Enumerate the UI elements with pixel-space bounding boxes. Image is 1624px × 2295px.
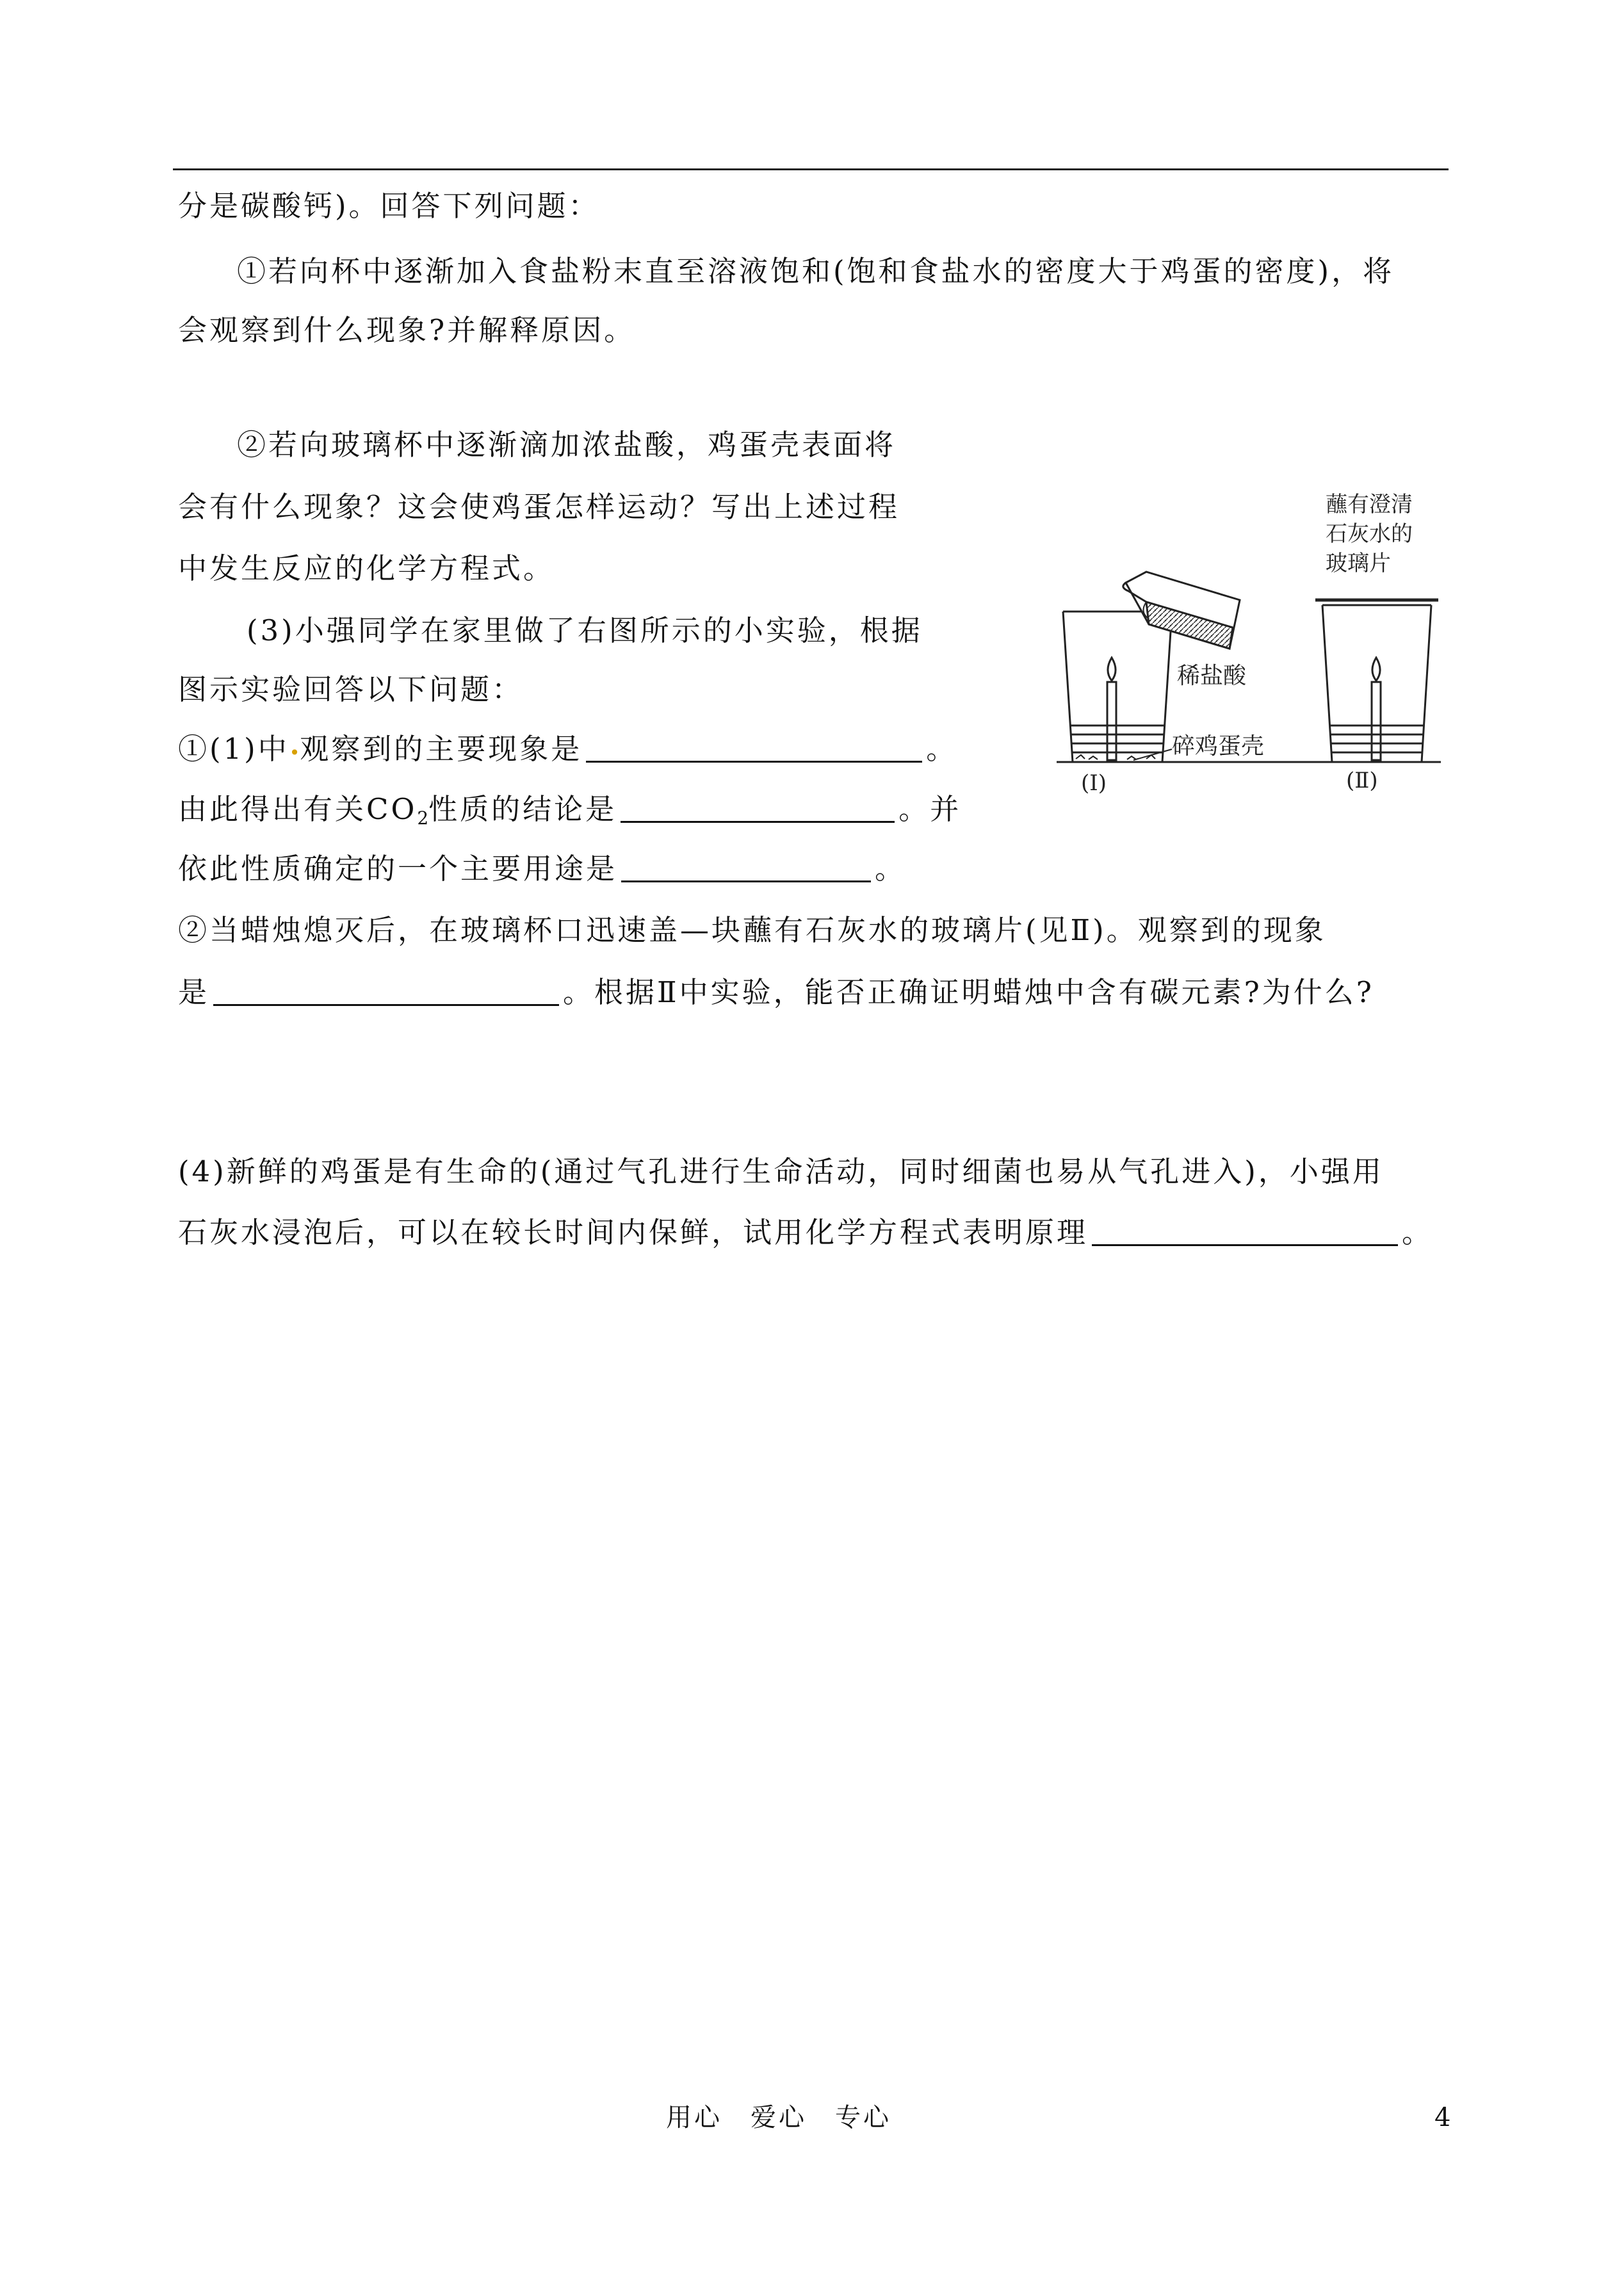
text-line-6: 中发生反应的化学方程式。 (178, 551, 555, 585)
question-text: 观察到的主要现象是 (300, 732, 583, 766)
answer-blank-equation[interactable] (1092, 1219, 1398, 1246)
text-line-7: (3)小强同学在家里做了右图所示的小实验，根据 (247, 613, 923, 647)
page-number: 4 (1434, 2103, 1454, 2132)
label-cup-1: (Ⅰ) (1081, 770, 1107, 796)
question-conclusion: 由此得出有关$CO_2$性质的结论是 。并 (178, 792, 962, 829)
candle-1 (1107, 682, 1116, 760)
question-observation: 是 。根据Ⅱ中实验，能否正确证明蜡烛中含有碳元素?为什么? (178, 975, 1374, 1009)
text-line-8: 图示实验回答以下问题： (178, 672, 524, 706)
experiment-figure (1050, 490, 1447, 810)
orange-mark: • (289, 742, 300, 763)
question-fresh-egg: (4)新鲜的鸡蛋是有生命的(通过气孔进行生命活动，同时细菌也易从气孔进入)，小强用 (178, 1155, 1384, 1188)
candle-2 (1372, 682, 1381, 760)
question-use: 依此性质确定的一个主要用途是 。 (178, 852, 907, 886)
question-equation: 石灰水浸泡后，可以在较长时间内保鲜，试用化学方程式表明原理 。 (178, 1215, 1434, 1249)
question-cover-plate: ②当蜡烛熄灭后，在玻璃杯口迅速盖—块蘸有石灰水的玻璃片(见Ⅱ)。观察到的现象 (178, 913, 1326, 947)
label-cup-2: (Ⅱ) (1346, 768, 1378, 793)
text-line-1: 分是碳酸钙)。回答下列问题： (178, 189, 600, 223)
header-rule (173, 168, 1449, 170)
pouring-beaker (1123, 572, 1240, 649)
text-line-5: 会有什么现象？这会使鸡蛋怎样运动？写出上述过程 (178, 490, 900, 524)
co2-formula: $CO_2$ (366, 792, 429, 829)
answer-blank-phenomenon[interactable] (586, 735, 922, 763)
answer-blank-observation[interactable] (213, 978, 559, 1006)
question-prefix: ①(1)中 (178, 732, 289, 766)
cup-1-outline (1063, 612, 1172, 762)
label-glass-plate: 蘸有澄清 石灰水的 玻璃片 (1326, 492, 1413, 576)
text-line-3: 会观察到什么现象?并解释原因。 (178, 313, 636, 347)
label-dilute-acid: 稀盐酸 (1177, 663, 1247, 689)
answer-blank-use[interactable] (621, 855, 871, 882)
text-line-4: ②若向玻璃杯中逐渐滴加浓盐酸，鸡蛋壳表面将 (237, 428, 897, 462)
flame-1 (1108, 658, 1116, 681)
label-egg-shell: 碎鸡蛋壳 (1172, 733, 1265, 759)
answer-blank-conclusion[interactable] (621, 795, 895, 823)
text-line-2: ①若向杯中逐渐加入食盐粉末直至溶液饱和(饱和食盐水的密度大于鸡蛋的密度)，将 (237, 254, 1395, 288)
footer-motto: 用心 爱心 专心 (666, 2103, 891, 2132)
flame-2 (1372, 658, 1380, 681)
question-phenomenon: ①(1)中•观察到的主要现象是 。 (178, 732, 958, 766)
